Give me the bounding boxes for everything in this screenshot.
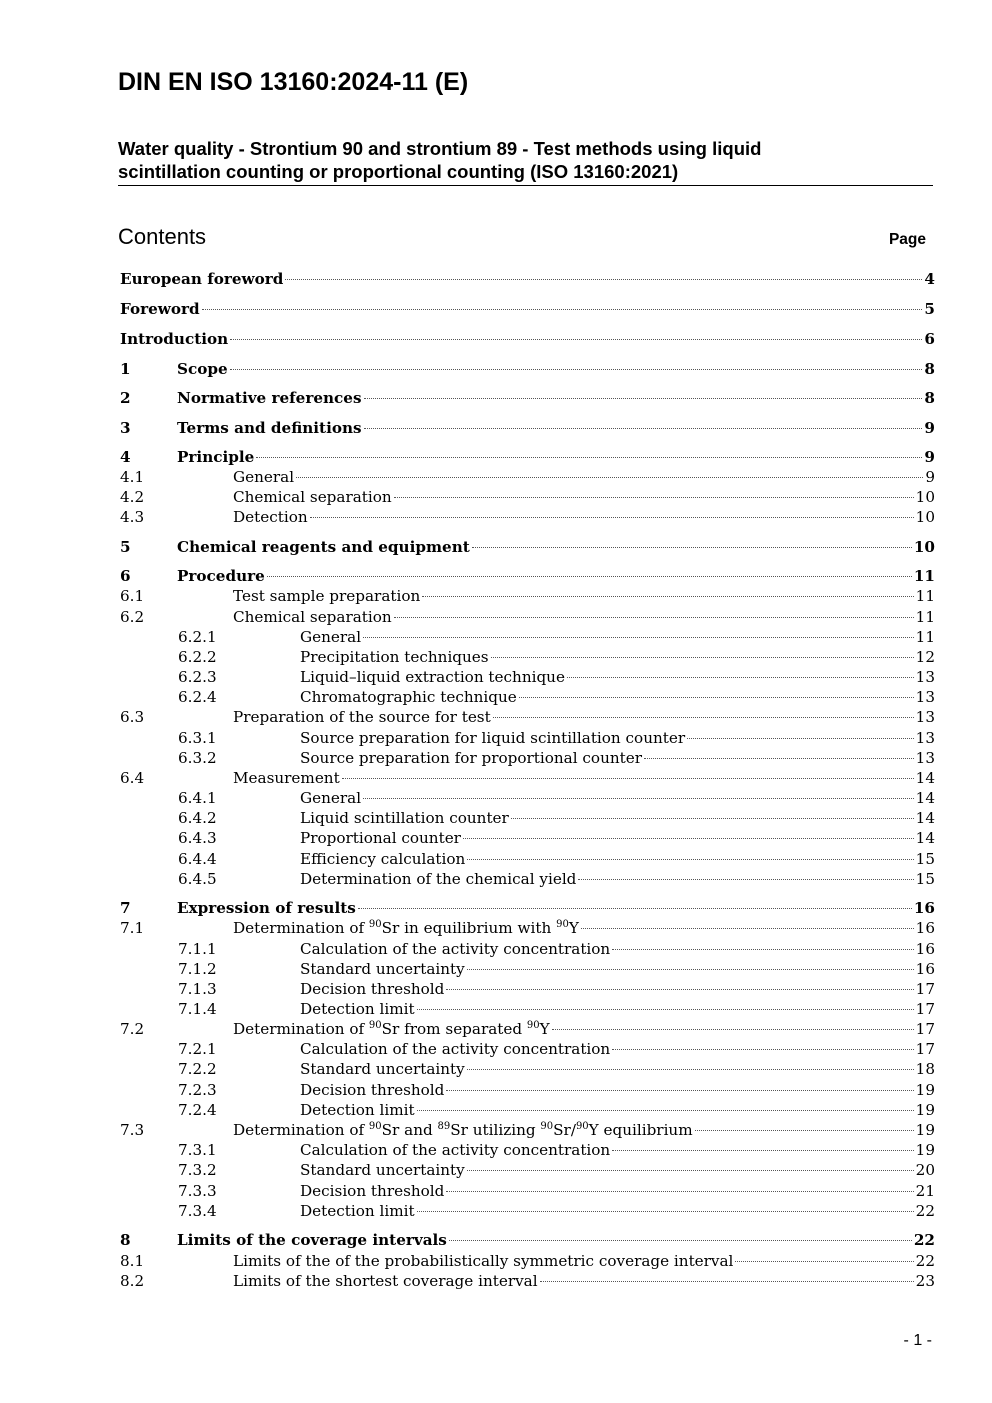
toc-dot-leader [467,1170,914,1171]
toc-entry[interactable] [300,829,935,849]
toc-dot-leader [363,798,914,799]
toc-dot-leader [578,879,913,880]
toc-entry-page: 14 [915,769,935,787]
toc-entry-number: 6.4.2 [178,809,217,827]
toc-entry-page: 8 [924,360,935,378]
toc-entry-title: European foreword [120,270,284,288]
toc-entry[interactable] [233,587,935,607]
toc-entry[interactable] [300,940,935,960]
toc-entry-title: Liquid scintillation counter [300,809,509,827]
toc-entry[interactable] [177,360,935,380]
toc-entry[interactable] [233,608,935,628]
toc-entry-title: Calculation of the activity concentration [300,1141,611,1159]
toc-entry[interactable] [120,270,935,290]
toc-entry-number: 6.4.5 [178,870,217,888]
toc-entry-page: 16 [915,960,935,978]
toc-entry-title: Terms and definitions [177,419,362,437]
toc-dot-leader [230,369,923,370]
toc-entry-number: 7.3.4 [178,1202,217,1220]
toc-entry-title: Source preparation for proportional counter [300,749,642,767]
toc-entry-page: 14 [915,809,935,827]
toc-dot-leader [612,949,913,950]
toc-entry-number: 7.1.3 [178,980,217,998]
toc-entry[interactable] [177,1231,935,1251]
toc-entry-title: Expression of results [177,899,356,917]
document-title-line-1: Water quality - Strontium 90 and strontium 89 - Test methods using liquid [118,138,762,159]
toc-entry-title: Principle [177,448,255,466]
toc-entry-number: 7.2.2 [178,1060,217,1078]
toc-entry-page: 13 [915,668,935,686]
toc-entry-number: 7.1 [120,919,145,937]
toc-entry-page: 19 [915,1101,935,1119]
toc-dot-leader [296,477,923,478]
toc-dot-leader [267,576,912,577]
toc-entry-page: 8 [924,389,935,407]
toc-dot-leader [467,969,914,970]
toc-entry[interactable] [300,749,935,769]
toc-entry-title: Detection [233,508,308,526]
toc-entry-number: 1 [120,360,131,378]
toc-entry-title: Standard uncertainty [300,960,465,978]
toc-entry-number: 6.4.4 [178,850,217,868]
toc-entry-title: Chemical separation [233,608,392,626]
toc-entry[interactable] [177,389,935,409]
toc-entry-number: 6.2 [120,608,145,626]
toc-entry-number: 3 [120,419,131,437]
toc-entry[interactable] [233,708,935,728]
toc-entry-number: 7.2.1 [178,1040,217,1058]
toc-entry-title: Calculation of the activity concentration [300,940,611,958]
toc-entry[interactable] [300,1101,935,1121]
toc-entry[interactable] [300,980,935,1000]
toc-entry-number: 8.2 [120,1272,145,1290]
toc-entry-title: General [300,789,362,807]
toc-dot-leader [256,457,922,458]
toc-entry-page: 19 [915,1121,935,1139]
toc-entry[interactable] [233,468,935,488]
toc-entry[interactable] [233,769,935,789]
toc-entry-page: 10 [915,488,935,506]
toc-entry-number: 7 [120,899,131,917]
toc-dot-leader [581,928,914,929]
toc-entry-page: 10 [913,538,935,556]
toc-dot-leader [446,989,913,990]
toc-entry-page: 12 [915,648,935,666]
toc-entry-title: Decision threshold [300,980,445,998]
toc-entry-number: 6 [120,567,131,585]
toc-dot-leader [310,517,914,518]
toc-dot-leader [446,1191,913,1192]
toc-entry-number: 4.2 [120,488,145,506]
toc-entry-title: Determination of $^{90}$Sr and $^{89}$Sr utilizing $^{90}$Sr/$^{90}$Y equilibrium [233,1121,693,1139]
toc-entry[interactable] [120,300,935,320]
toc-entry-number: 6.4 [120,769,145,787]
toc-entry-number: 8.1 [120,1252,145,1270]
toc-entry-page: 13 [915,688,935,706]
toc-dot-leader [491,657,914,658]
toc-dot-leader [463,838,914,839]
toc-entry-title: Preparation of the source for test [233,708,491,726]
toc-dot-leader [687,738,914,739]
footer-page-number: - 1 - [903,1332,932,1349]
toc-entry-title: Precipitation techniques [300,648,489,666]
toc-entry-title: General [300,628,362,646]
toc-dot-leader [519,697,914,698]
toc-dot-leader [540,1281,914,1282]
toc-dot-leader [644,758,914,759]
toc-entry[interactable] [300,1040,935,1060]
toc-entry[interactable] [300,870,935,890]
toc-entry[interactable] [300,1161,935,1181]
toc-entry-title: Determination of the chemical yield [300,870,577,888]
toc-entry-number: 6.2.2 [178,648,217,666]
toc-dot-leader [567,677,914,678]
toc-entry-page: 4 [924,270,935,288]
toc-entry-title: Test sample preparation [233,587,421,605]
toc-entry[interactable] [300,809,935,829]
toc-entry[interactable] [120,330,935,350]
toc-entry-page: 13 [915,708,935,726]
toc-entry-page: 9 [924,419,935,437]
toc-entry[interactable] [233,508,935,528]
toc-entry[interactable] [177,419,935,439]
toc-entry[interactable] [300,628,935,648]
toc-entry-page: 10 [915,508,935,526]
toc-entry-title: Foreword [120,300,200,318]
toc-entry[interactable] [300,789,935,809]
toc-entry-number: 6.4.1 [178,789,217,807]
toc-entry-number: 6.3.1 [178,729,217,747]
document-id: DIN EN ISO 13160:2024-11 (E) [118,68,469,96]
toc-entry-page: 6 [924,330,935,348]
toc-dot-leader [364,398,923,399]
toc-entry-page: 23 [915,1272,935,1290]
toc-entry-page: 16 [915,940,935,958]
toc-entry[interactable] [300,648,935,668]
toc-dot-leader [342,778,914,779]
toc-dot-leader [364,428,923,429]
toc-dot-leader [394,617,914,618]
toc-entry-number: 4.3 [120,508,145,526]
toc-dot-leader [695,1130,914,1131]
toc-entry[interactable] [177,567,935,587]
toc-dot-leader [511,818,914,819]
toc-entry-title: Limits of the coverage intervals [177,1231,447,1249]
toc-entry[interactable] [300,850,935,870]
toc-entry-page: 5 [924,300,935,318]
toc-dot-leader [612,1049,913,1050]
toc-dot-leader [446,1090,913,1091]
toc-entry[interactable] [233,1020,935,1040]
toc-dot-leader [449,1240,912,1241]
toc-entry-page: 22 [915,1252,935,1270]
toc-entry[interactable] [233,488,935,508]
toc-entry-title: Procedure [177,567,265,585]
toc-dot-leader [735,1261,913,1262]
toc-entry[interactable] [300,688,935,708]
page-column-label: Page [888,231,926,248]
toc-entry-number: 7.2 [120,1020,145,1038]
toc-entry-number: 4 [120,448,131,466]
toc-entry-number: 6.1 [120,587,145,605]
toc-entry-title: Normative references [177,389,362,407]
toc-entry-title: Proportional counter [300,829,461,847]
toc-entry[interactable] [300,1202,935,1222]
toc-entry-title: Introduction [120,330,229,348]
toc-dot-leader [467,1069,914,1070]
toc-entry-number: 7.3.1 [178,1141,217,1159]
toc-entry-title: Standard uncertainty [300,1161,465,1179]
toc-entry-title: Detection limit [300,1000,415,1018]
toc-dot-leader [358,908,912,909]
toc-entry[interactable] [177,538,935,558]
toc-entry-title: Determination of $^{90}$Sr from separated $^{90}$Y [233,1020,550,1038]
toc-entry-title: Chromatographic technique [300,688,517,706]
toc-entry-number: 7.1.4 [178,1000,217,1018]
toc-entry-page: 19 [915,1081,935,1099]
toc-entry-title: Measurement [233,769,340,787]
toc-dot-leader [472,547,912,548]
contents-heading: Contents [118,224,207,249]
toc-entry-title: Limits of the shortest coverage interval [233,1272,538,1290]
toc-dot-leader [493,717,914,718]
document-title-line-2: scintillation counting or proportional counting (ISO 13160:2021) [118,161,679,182]
toc-entry[interactable] [300,668,935,688]
toc-entry-title: Determination of $^{90}$Sr in equilibrium with $^{90}$Y [233,919,579,937]
toc-entry-number: 6.2.3 [178,668,217,686]
toc-entry-title: Liquid–liquid extraction technique [300,668,565,686]
toc-entry[interactable] [233,1121,935,1141]
toc-entry[interactable] [300,729,935,749]
toc-entry-number: 6.2.4 [178,688,217,706]
toc-entry-number: 7.3 [120,1121,145,1139]
toc-entry-page: 17 [915,1020,935,1038]
toc-entry-number: 7.2.3 [178,1081,217,1099]
toc-dot-leader [467,859,913,860]
toc-entry[interactable] [300,960,935,980]
toc-dot-leader [552,1029,914,1030]
toc-entry-number: 2 [120,389,131,407]
toc-entry-page: 18 [915,1060,935,1078]
toc-entry[interactable] [300,1081,935,1101]
toc-entry-number: 6.3 [120,708,145,726]
toc-entry-page: 14 [915,829,935,847]
toc-entry-page: 16 [915,919,935,937]
toc-entry-page: 15 [915,850,935,868]
toc-entry-page: 19 [915,1141,935,1159]
toc-dot-leader [417,1110,914,1111]
toc-entry[interactable] [300,1141,935,1161]
toc-dot-leader [285,279,922,280]
toc-entry[interactable] [233,1272,935,1292]
toc-entry-page: 11 [915,628,935,646]
toc-entry-title: Calculation of the activity concentration [300,1040,611,1058]
toc-entry-page: 11 [915,587,935,605]
toc-entry-number: 4.1 [120,468,145,486]
toc-entry-title: Detection limit [300,1202,415,1220]
toc-entry-number: 7.2.4 [178,1101,217,1119]
toc-entry-page: 13 [915,729,935,747]
toc-entry[interactable] [233,919,935,939]
toc-entry-page: 16 [913,899,935,917]
toc-entry[interactable] [300,1000,935,1020]
toc-dot-leader [417,1211,914,1212]
toc-entry-title: General [233,468,295,486]
toc-entry-page: 17 [915,1000,935,1018]
toc-entry-title: Decision threshold [300,1182,445,1200]
toc-entry[interactable] [300,1060,935,1080]
toc-entry-number: 8 [120,1231,131,1249]
toc-entry-number: 7.1.1 [178,940,217,958]
toc-entry-title: Scope [177,360,228,378]
toc-entry-number: 6.4.3 [178,829,217,847]
toc-entry-title: Decision threshold [300,1081,445,1099]
toc-entry-page: 11 [915,608,935,626]
toc-entry-number: 6.3.2 [178,749,217,767]
toc-entry-page: 13 [915,749,935,767]
toc-entry-title: Source preparation for liquid scintillation counter [300,729,686,747]
toc-entry-page: 22 [913,1231,935,1249]
toc-dot-leader [202,309,923,310]
toc-entry-page: 17 [915,980,935,998]
toc-entry-title: Chemical reagents and equipment [177,538,470,556]
toc-entry-page: 9 [925,468,935,486]
toc-entry-title: Efficiency calculation [300,850,466,868]
toc-entry-title: Limits of the of the probabilistically symmetric coverage interval [233,1252,734,1270]
toc-dot-leader [230,339,922,340]
toc-dot-leader [422,596,913,597]
toc-entry-page: 17 [915,1040,935,1058]
toc-entry-title: Detection limit [300,1101,415,1119]
toc-entry-number: 6.2.1 [178,628,217,646]
toc-entry-page: 9 [924,448,935,466]
toc-entry-title: Chemical separation [233,488,392,506]
toc-dot-leader [363,637,914,638]
toc-entry-number: 7.3.2 [178,1161,217,1179]
toc-entry-page: 15 [915,870,935,888]
toc-entry[interactable] [233,1252,935,1272]
toc-entry-page: 22 [915,1202,935,1220]
toc-dot-leader [417,1009,914,1010]
toc-entry[interactable] [177,899,935,919]
toc-entry-page: 14 [915,789,935,807]
toc-dot-leader [612,1150,913,1151]
toc-entry[interactable] [300,1182,935,1202]
toc-entry-page: 21 [915,1182,935,1200]
toc-entry-page: 20 [915,1161,935,1179]
toc-dot-leader [394,497,914,498]
toc-entry-title: Standard uncertainty [300,1060,465,1078]
toc-entry-number: 7.1.2 [178,960,217,978]
toc-entry-number: 5 [120,538,131,556]
toc-entry-number: 7.3.3 [178,1182,217,1200]
toc-entry[interactable] [177,448,935,468]
toc-entry-page: 11 [913,567,935,585]
